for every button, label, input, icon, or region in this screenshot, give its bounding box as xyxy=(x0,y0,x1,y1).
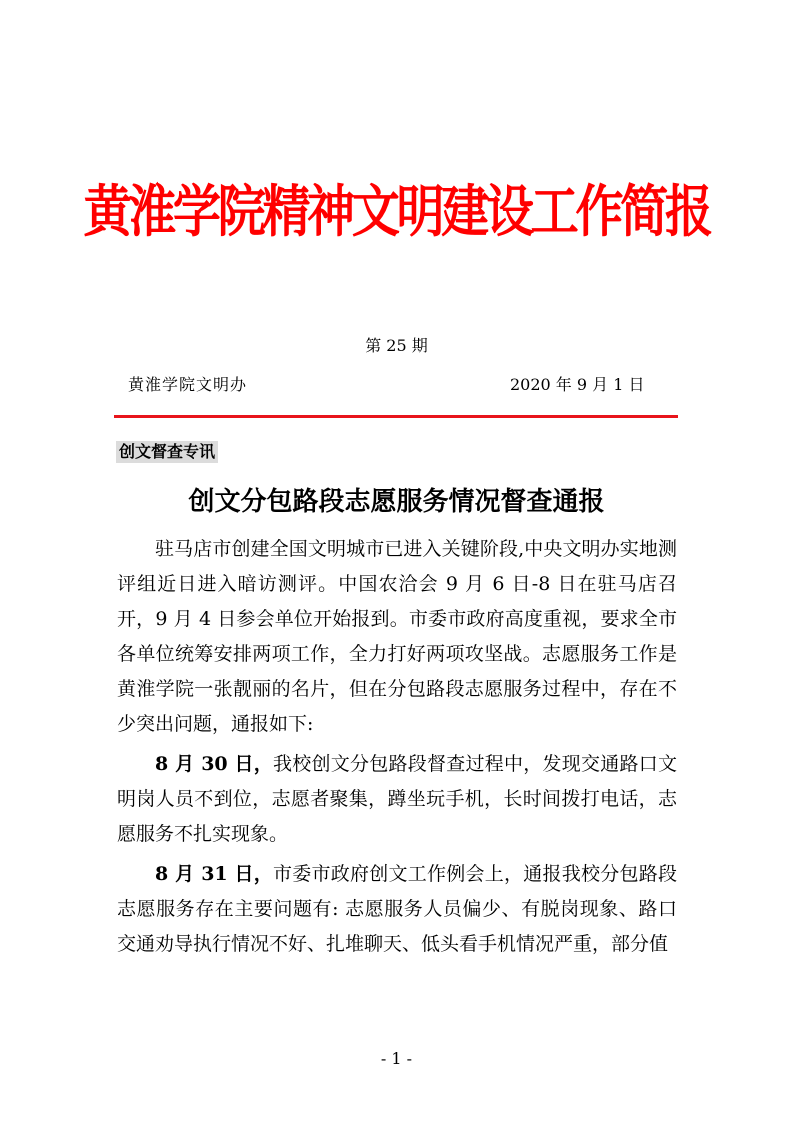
newsletter-masthead: 黄淮学院精神文明建设工作简报 xyxy=(83,180,710,245)
header-divider xyxy=(114,415,678,418)
issuing-office: 黄淮学院文明办 xyxy=(128,375,248,394)
paragraph-text: 我校创文分包路段督查过程中，发现交通路口文明岗人员不到位，志愿者聚集，蹲坐玩手机，长时间拨打电话，志愿服务不扎实现象。 xyxy=(117,753,677,845)
article-title: 创文分包路段志愿服务情况督查通报 xyxy=(188,487,605,517)
column-tag: 创文督查专讯 xyxy=(116,441,218,463)
article-body xyxy=(117,532,677,967)
paragraph-intro xyxy=(117,532,677,742)
issue-date: 2020 年 9 月 1 日 xyxy=(510,375,645,394)
paragraph-lead: 8 月 31 日， xyxy=(155,863,273,885)
issue-number: 第 25 期 xyxy=(365,336,428,355)
paragraph-aug30 xyxy=(117,747,677,852)
paragraph-aug31 xyxy=(117,857,677,962)
paragraph-text: 驻马店市创建全国文明城市已进入关键阶段,中央文明办实地测评组近日进入暗访测评。中国农洽会 9 月 6 日-8 日在驻马店召开，9 月 4 日参会单位开始报到。市委市政府高度重视，要求全市各单位统筹安排两项工作，全力打好两项攻坚战。志愿服务工作是黄淮学院一张靓丽的名片，但在分包路段志愿服务过程中，存在不少突出问题，通报如下: xyxy=(117,538,677,735)
paragraph-text: 市委市政府创文工作例会上，通报我校分包路段志愿服务存在主要问题有: 志愿服务人员偏少、有脱岗现象、路口交通劝导执行情况不好、扎堆聊天、低头看手机情况严重，部分值 xyxy=(117,863,677,955)
paragraph-lead: 8 月 30 日， xyxy=(155,753,273,775)
page-number: - 1 - xyxy=(380,1049,413,1068)
